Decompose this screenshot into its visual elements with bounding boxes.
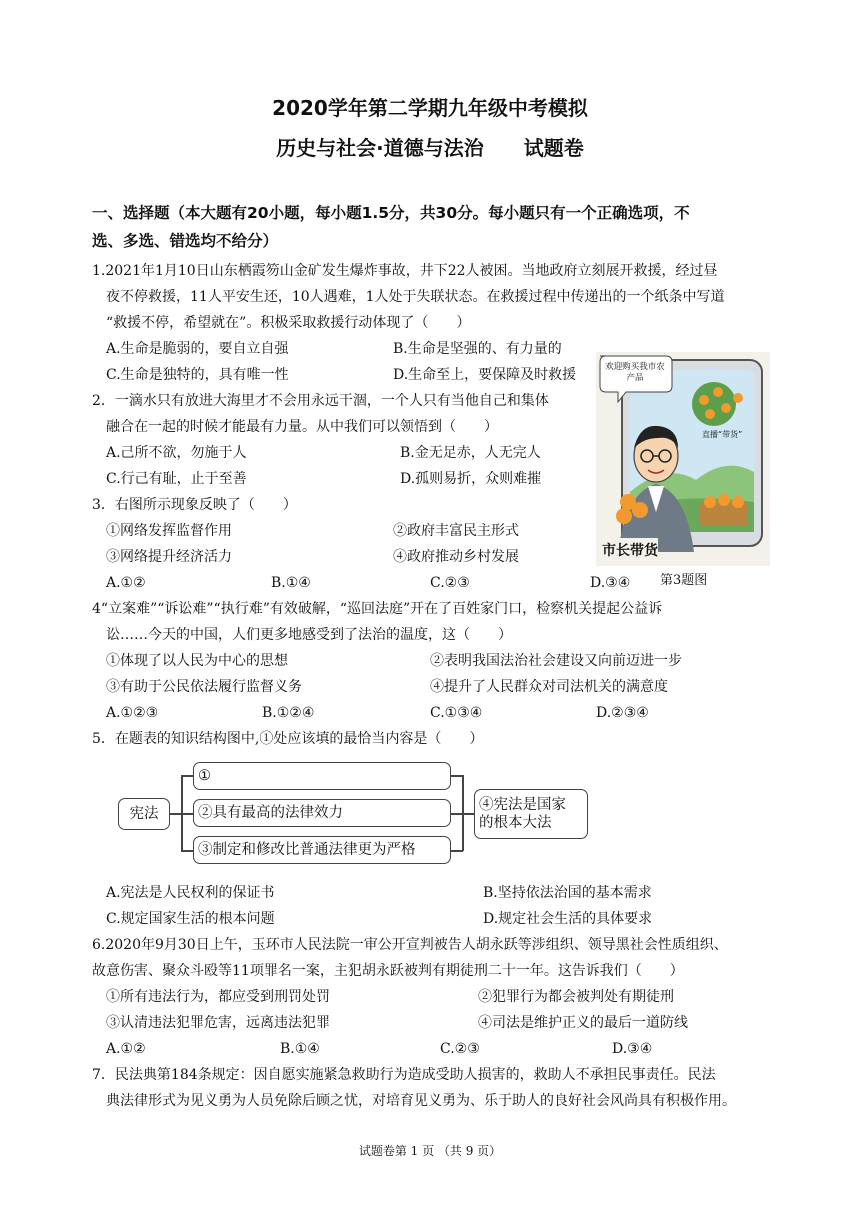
q6-stem-line1: 6.2020年9月30日上午，玉环市人民法院一审公开宣判被告人胡永跃等涉组织、领导黑社会性质组织、 bbox=[92, 937, 728, 953]
q4-item1: ①体现了以人民为中心的思想 bbox=[106, 653, 288, 669]
diagram-result-line1: ④宪法是国家 bbox=[479, 797, 566, 813]
q3-illustration bbox=[596, 352, 770, 566]
q5-option-b: B.坚持依法治国的基本需求 bbox=[483, 885, 652, 901]
q5-option-c: C.规定国家生活的根本问题 bbox=[106, 911, 275, 927]
q4-option-b: B.①②④ bbox=[262, 705, 315, 721]
diagram-node-1: ① bbox=[193, 762, 451, 790]
q4-option-d: D.②③④ bbox=[596, 705, 649, 721]
q3-item4: ④政府推动乡村发展 bbox=[393, 549, 519, 565]
q3-item3: ③网络提升经济活力 bbox=[106, 549, 232, 565]
q6-option-d: D.③④ bbox=[612, 1041, 653, 1057]
q1-stem-line2: 夜不停救援，11人平安生还，10人遇难，1人处于失联状态。在救援过程中传递出的一个纸条中写道 bbox=[106, 289, 725, 305]
diagram-connector bbox=[181, 813, 193, 815]
q1-option-d: D.生命至上，要保障及时救援 bbox=[393, 367, 577, 383]
q6-option-b: B.①④ bbox=[280, 1041, 320, 1057]
q6-item4: ④司法是维护正义的最后一道防线 bbox=[478, 1015, 688, 1031]
q1-stem-line3: “救援不停，希望就在”。积极采取救援行动体现了（ ） bbox=[106, 315, 471, 331]
diagram-result-line2: 的根本大法 bbox=[479, 815, 552, 831]
q3-illustration-bubble: 欢迎购买我市农产品 bbox=[605, 362, 665, 383]
diagram-connector bbox=[181, 850, 193, 852]
page-title-line2: 历史与社会·道德与法治 试题卷 bbox=[276, 136, 584, 160]
diagram-connector bbox=[462, 813, 474, 815]
diagram-node-2: ②具有最高的法律效力 bbox=[193, 799, 451, 827]
q4-option-a: A.①②③ bbox=[106, 705, 159, 721]
diagram-connector bbox=[181, 775, 193, 777]
section-heading-line2: 选、多选、错选均不给分） bbox=[92, 232, 279, 250]
q4-item3: ③有助于公民依法履行监督义务 bbox=[106, 679, 302, 695]
q1-stem-line1: 1.2021年1月10日山东栖霞笏山金矿发生爆炸事故，井下22人被困。当地政府立刻展开救援，经过昼 bbox=[92, 263, 718, 279]
q3-option-d: D.③④ bbox=[590, 575, 631, 591]
q5-option-d: D.规定社会生活的具体要求 bbox=[483, 911, 653, 927]
q3-item2: ②政府丰富民主形式 bbox=[393, 523, 519, 539]
q3-stem-line1: 3．右图所示现象反映了（ ） bbox=[92, 497, 297, 513]
q1-option-a: A.生命是脆弱的，要自立自强 bbox=[106, 341, 289, 357]
q6-item2: ②犯罪行为都会被判处有期徒刑 bbox=[478, 989, 674, 1005]
q3-option-c: C.②③ bbox=[430, 575, 470, 591]
q6-item1: ①所有违法行为，都应受到刑罚处罚 bbox=[106, 989, 330, 1005]
q3-figure-caption: 第3题图 bbox=[660, 573, 708, 588]
q6-stem-line2: 故意伤害、聚众斗殴等11项罪名一案，主犯胡永跃被判有期徒刑二十一年。这告诉我们（ ） bbox=[92, 963, 684, 979]
section-heading-line1: 一、选择题（本大题有20小题，每小题1.5分，共30分。每小题只有一个正确选项，不 bbox=[92, 204, 690, 222]
q4-stem-line1: 4“立案难”“诉讼难”“执行难”有效破解，“巡回法庭”开在了百姓家门口，检察机关提起公益诉 bbox=[92, 601, 663, 617]
q3-option-b: B.①④ bbox=[271, 575, 311, 591]
q2-option-a: A.己所不欲，勿施于人 bbox=[106, 445, 247, 461]
q2-stem-line2: 融合在一起的时候才能最有力量。从中我们可以领悟到（ ） bbox=[106, 419, 498, 435]
q7-stem-line2: 典法律形式为见义勇为人员免除后顾之忧，对培育见义勇为、乐于助人的良好社会风尚具有积极作用。 bbox=[106, 1093, 736, 1109]
q3-item1: ①网络发挥监督作用 bbox=[106, 523, 232, 539]
q6-option-a: A.①② bbox=[106, 1041, 146, 1057]
q4-item2: ②表明我国法治社会建设又向前迈进一步 bbox=[430, 653, 682, 669]
page-title-line1: 2020学年第二学期九年级中考模拟 bbox=[272, 96, 588, 120]
mayor-livestream-illustration bbox=[596, 352, 770, 566]
page-footer: 试题卷第 1 页 （共 9 页） bbox=[358, 1144, 502, 1158]
q6-option-c: C.②③ bbox=[440, 1041, 480, 1057]
q4-stem-line2: 讼……今天的中国，人们更多地感受到了法治的温度，这（ ） bbox=[106, 627, 512, 643]
q3-illustration-banner: 市长带货 bbox=[602, 543, 658, 559]
q1-option-c: C.生命是独特的，具有唯一性 bbox=[106, 367, 289, 383]
q3-option-a: A.①② bbox=[106, 575, 146, 591]
q3-illustration-screen-label: 直播“带货” bbox=[702, 430, 743, 439]
q2-option-b: B.金无足赤，人无完人 bbox=[400, 445, 541, 461]
q1-option-b: B.生命是坚强的、有力量的 bbox=[393, 341, 562, 357]
diagram-node-3: ③制定和修改比普通法律更为严格 bbox=[193, 836, 451, 864]
q2-stem-line1: 2．一滴水只有放进大海里才不会用永远干涸，一个人只有当他自己和集体 bbox=[92, 393, 549, 409]
q5-stem-line1: 5．在题表的知识结构图中,①处应该填的最恰当内容是（ ） bbox=[92, 731, 484, 747]
q4-option-c: C.①③④ bbox=[430, 705, 483, 721]
q2-option-d: D.孤则易折，众则难摧 bbox=[400, 471, 542, 487]
diagram-result-node bbox=[474, 789, 588, 839]
q2-option-c: C.行己有耻，止于至善 bbox=[106, 471, 247, 487]
q4-item4: ④提升了人民群众对司法机关的满意度 bbox=[430, 679, 668, 695]
diagram-root-node: 宪法 bbox=[118, 798, 170, 830]
q5-option-a: A.宪法是人民权利的保证书 bbox=[106, 885, 275, 901]
q6-item3: ③认清违法犯罪危害，远离违法犯罪 bbox=[106, 1015, 330, 1031]
q7-stem-line1: 7．民法典第184条规定：因自愿实施紧急救助行为造成受助人损害的，救助人不承担民事责任。民法 bbox=[92, 1067, 716, 1083]
